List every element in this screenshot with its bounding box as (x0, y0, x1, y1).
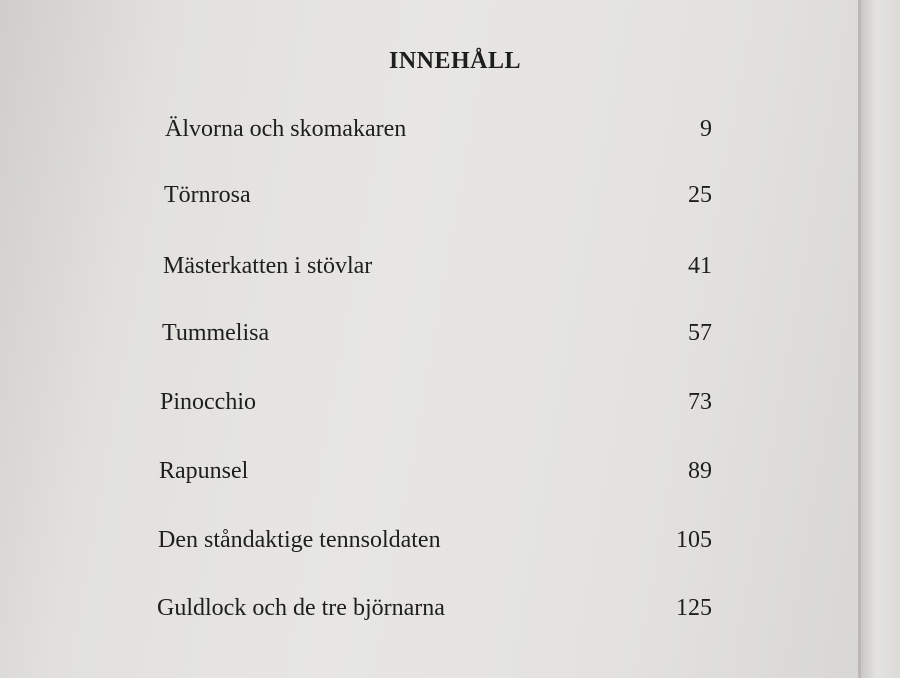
toc-entry-title: Den ståndaktige tennsoldaten (158, 527, 441, 553)
toc-entry-title: Guldlock och de tre björnarna (157, 595, 445, 621)
toc-entry-title: Törnrosa (164, 182, 251, 208)
toc-entry (159, 458, 712, 494)
toc-entry-page: 57 (688, 320, 712, 346)
toc-entry-title: Pinocchio (160, 389, 256, 415)
toc-entry (165, 116, 712, 152)
toc-entry-page: 73 (688, 389, 712, 415)
toc-entry (160, 389, 712, 425)
toc-entry-title: Tummelisa (162, 320, 270, 346)
toc-entry (162, 320, 712, 356)
toc-entry (164, 182, 712, 218)
toc-entry-title: Mästerkatten i stövlar (163, 253, 373, 279)
underlying-page (861, 0, 900, 678)
toc-entry-page: 25 (688, 182, 712, 208)
toc-entry (157, 595, 712, 631)
toc-entry (163, 253, 712, 289)
toc-entry-page: 89 (688, 458, 712, 484)
toc-entry-page: 9 (700, 116, 712, 142)
toc-entry (158, 527, 712, 563)
toc-entry-page: 41 (688, 253, 712, 279)
toc-entry-page: 105 (676, 527, 712, 553)
toc-entry-title: Älvorna och skomakaren (165, 116, 407, 142)
toc-heading: INNEHÅLL (388, 48, 522, 74)
toc-entry-page: 125 (676, 595, 712, 621)
toc-entry-title: Rapunsel (159, 458, 249, 484)
